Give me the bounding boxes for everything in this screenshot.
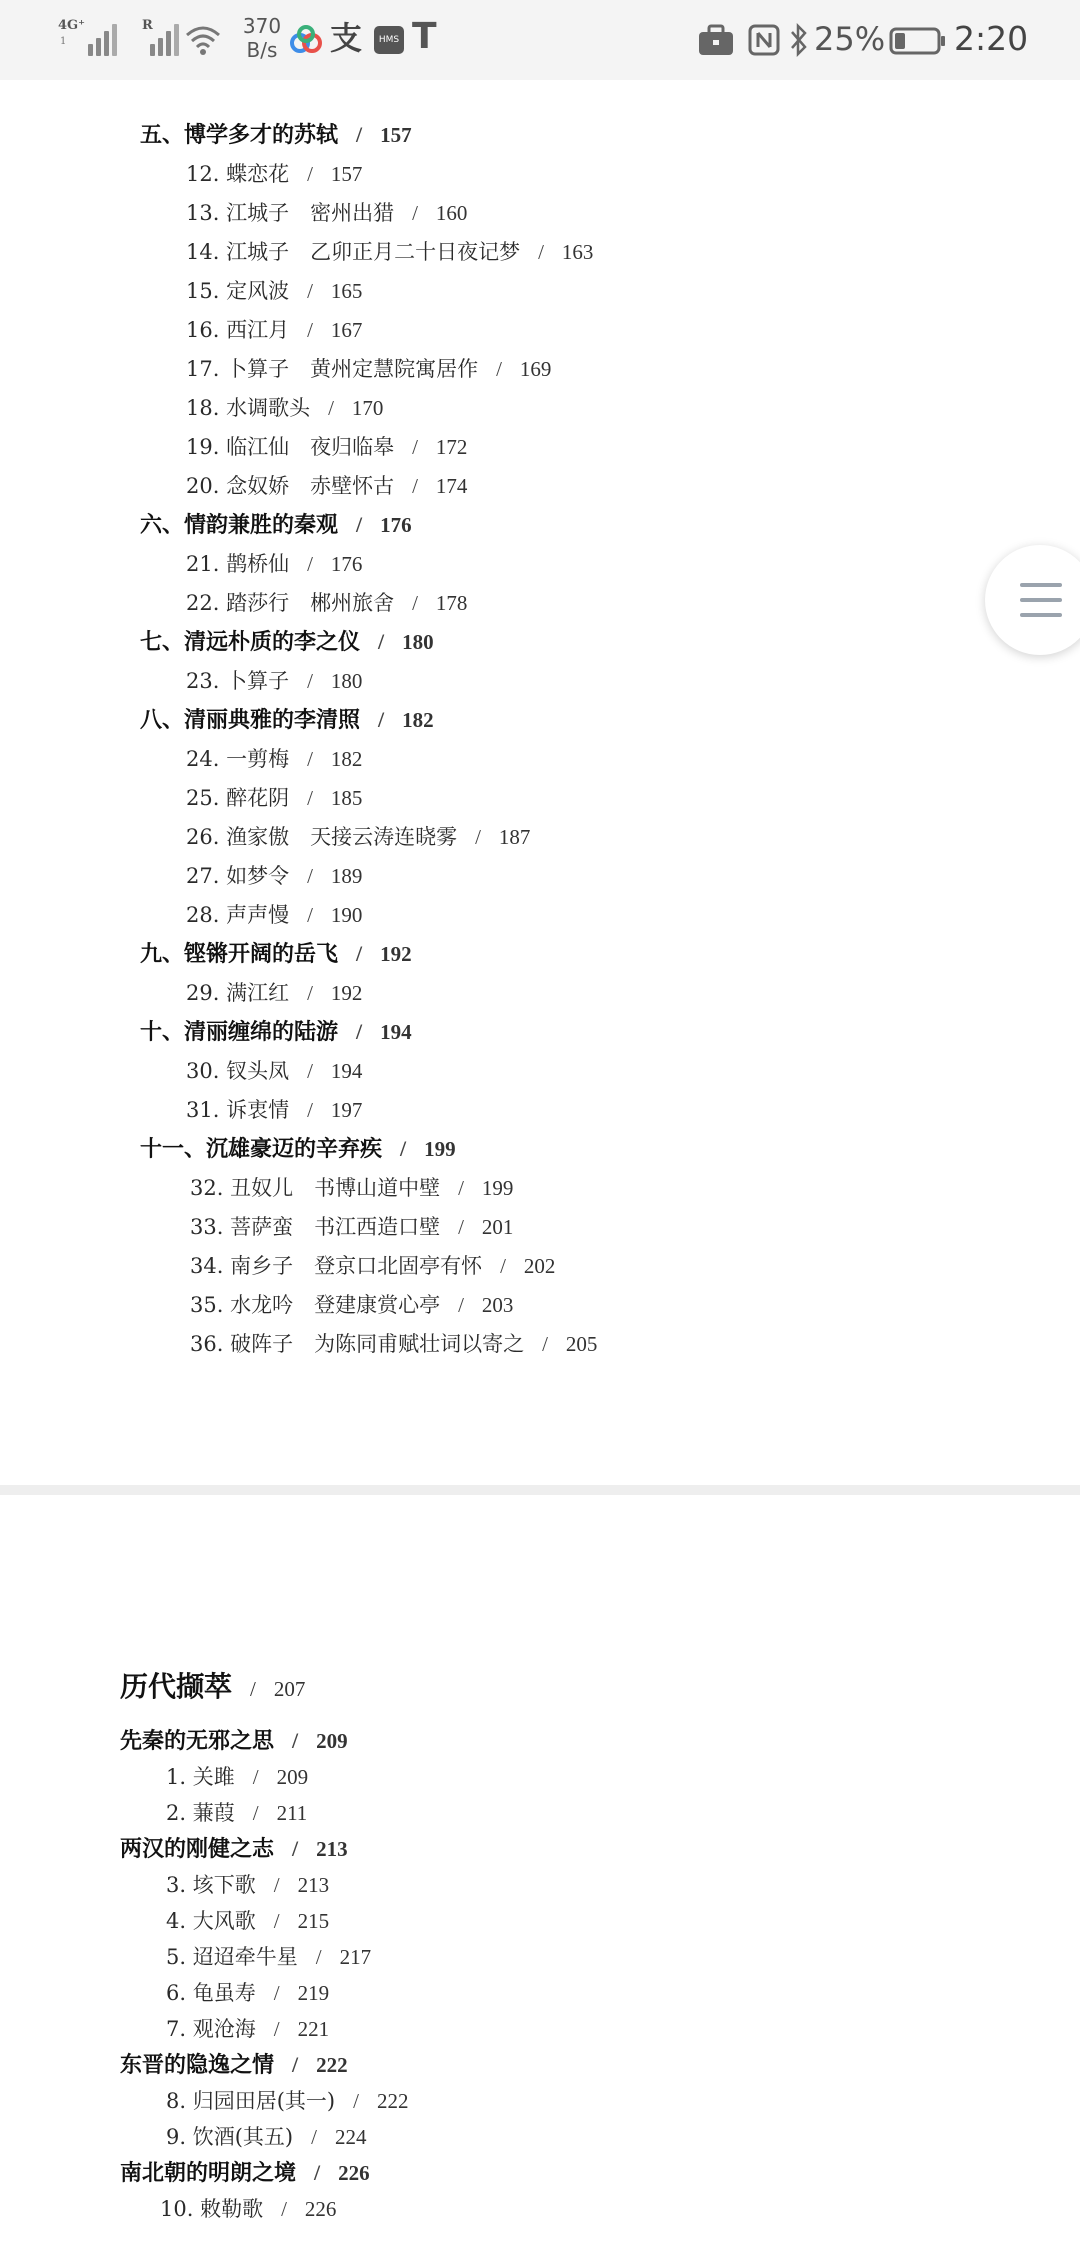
slash-separator: / [292,1836,299,1861]
slash-separator: / [412,201,418,225]
slash-separator: / [307,552,313,576]
alipay-icon: 支 [330,19,363,57]
slash-separator: / [273,1909,280,1933]
toc-section-heading[interactable] [120,1726,348,1757]
page-number: 219 [297,1981,330,2005]
toc-entry[interactable] [186,159,362,189]
page-number: 169 [519,357,552,381]
toc-entry-title: 24. 一剪梅 [186,747,290,771]
signal-icon: R [142,20,202,56]
slash-separator: / [356,1019,363,1044]
slash-separator: / [496,357,502,381]
hms-icon [374,26,404,54]
page-number: 197 [330,1098,363,1122]
toc-entry-title: 25. 醉花阴 [186,786,290,810]
toc-entry-title: 九、铿锵开阔的岳飞 [140,942,339,967]
toc-entry-title: 20. 念奴娇 赤壁怀古 [186,474,395,498]
part-title[interactable] [120,1665,305,1705]
toc-entry-title: 五、博学多才的苏轼 [140,123,339,148]
toc-entry[interactable] [166,1762,308,1792]
toc-section-heading[interactable] [140,939,412,970]
toc-entry-title: 36. 破阵子 为陈同甫赋壮词以寄之 [190,1332,525,1356]
toc-entry[interactable] [186,276,362,306]
slash-separator: / [400,1136,407,1161]
slash-separator: / [307,786,313,810]
toc-entry-title: 3. 垓下歌 [166,1873,256,1897]
toc-entry[interactable] [186,783,362,813]
toc-entry[interactable] [166,2014,329,2044]
slash-separator: / [314,2160,321,2185]
page-number: 224 [334,2125,367,2149]
speed-value: 370 [242,14,282,38]
page-number: 163 [561,240,594,264]
toc-section-heading[interactable] [140,1134,456,1165]
slash-separator: / [356,512,363,537]
toc-entry[interactable] [186,315,362,345]
toc-entry[interactable] [186,354,551,384]
page-number: 165 [330,279,363,303]
slash-separator: / [412,591,418,615]
slash-separator: / [307,903,313,927]
toc-entry-title: 1. 关雎 [166,1765,235,1789]
page-number: 222 [376,2089,409,2113]
page-number: 215 [297,1909,330,1933]
slash-separator: / [307,1098,313,1122]
page-number: 211 [276,1801,308,1825]
baidu-cloud-icon [288,24,324,56]
toc-section-heading[interactable] [140,1017,412,1048]
toc-entry-title: 12. 蝶恋花 [186,162,290,186]
toc-entry-title: 先秦的无邪之思 [120,1729,275,1754]
slash-separator: / [281,2197,287,2221]
toc-entry-title: 17. 卜算子 黄州定慧院寓居作 [186,357,479,381]
toc-entry[interactable] [186,432,467,462]
page-number: 202 [523,1254,556,1278]
slash-separator: / [458,1215,464,1239]
slash-separator: / [311,2125,317,2149]
page-number: 167 [330,318,363,342]
toc-entry-title: 13. 江城子 密州出猎 [186,201,395,225]
page-divider [0,1485,1080,1495]
slash-separator: / [273,2017,280,2041]
page-number: 209 [276,1765,309,1789]
slash-separator: / [356,122,363,147]
toc-entry[interactable] [166,1942,371,1972]
page-number: 190 [330,903,363,927]
page-number: 157 [330,162,363,186]
slash-separator: / [500,1254,506,1278]
toc-entry[interactable] [186,822,530,852]
toc-entry-title: 34. 南乡子 登京口北固亭有怀 [190,1254,483,1278]
slash-separator: / [307,1059,313,1083]
toc-entry[interactable] [186,978,362,1008]
page-number: 226 [304,2197,337,2221]
clock: 2:20 [954,19,1029,58]
toc-entry[interactable] [166,2122,366,2152]
page-number: 203 [481,1293,514,1317]
toc-entry[interactable] [186,744,362,774]
page-number: 180 [402,630,434,654]
wifi-icon [182,20,224,60]
toc-entry[interactable] [186,588,467,618]
page-number: 185 [330,786,363,810]
toc-entry-title: 16. 西江月 [186,318,290,342]
toc-entry-title: 八、清丽典雅的李清照 [140,708,361,733]
page-number: 213 [297,1873,330,1897]
toc-entry-title: 35. 水龙吟 登建康赏心亭 [190,1293,441,1317]
page-number: 226 [338,2161,370,2185]
menu-icon-bar [1020,613,1062,617]
toc-entry[interactable] [190,1212,513,1242]
slash-separator: / [307,747,313,771]
slash-separator: / [378,629,385,654]
toc-entry-title: 19. 临江仙 夜归临皋 [186,435,395,459]
toc-entry-title: 7. 观沧海 [166,2017,256,2041]
page-number: 194 [380,1020,412,1044]
toc-entry-title: 28. 声声慢 [186,903,290,927]
toc-entry-title: 6. 龟虽寿 [166,1981,256,2005]
slash-separator: / [292,2052,299,2077]
slash-separator: / [307,864,313,888]
toc-entry-title: 27. 如梦令 [186,864,290,888]
slash-separator: / [412,435,418,459]
battery-icon [888,26,948,56]
toc-entry[interactable] [186,861,362,891]
network-speed [236,14,288,62]
toc-entry-title: 2. 蒹葭 [166,1801,235,1825]
part-title-text: 历代撷萃 [120,1670,233,1703]
toc-entry-title: 东晋的隐逸之情 [120,2053,275,2078]
slash-separator: / [307,162,313,186]
page-number: 182 [402,708,434,732]
toc-entry-title: 23. 卜算子 [186,669,290,693]
slash-separator: / [292,1728,299,1753]
toc-entry-title: 21. 鹊桥仙 [186,552,290,576]
toc-entry[interactable] [186,471,467,501]
page-number: 187 [498,825,531,849]
toc-entry-title: 8. 归园田居(其一) [166,2089,336,2113]
toc-entry-title: 六、情韵兼胜的秦观 [140,513,339,538]
toc-entry-title: 七、清远朴质的李之仪 [140,630,361,655]
slash-separator: / [538,240,544,264]
page-number: 201 [481,1215,514,1239]
toc-entry[interactable] [190,1251,555,1281]
toc-entry[interactable] [190,1329,597,1359]
page-number: 180 [330,669,363,693]
toc-entry-title: 南北朝的明朗之境 [120,2161,297,2186]
slash-separator: / [378,707,385,732]
toc-entry[interactable] [186,900,362,930]
page-number: 209 [316,1729,348,1753]
speed-unit: B/s [246,38,278,62]
page-number: 176 [330,552,363,576]
t-app-icon: T [412,16,437,57]
toc-entry-title: 14. 江城子 乙卯正月二十日夜记梦 [186,240,521,264]
page-number: 189 [330,864,363,888]
toc-entry-title: 4. 大风歌 [166,1909,256,1933]
toc-entry[interactable] [190,1290,513,1320]
page-number: 192 [330,981,363,1005]
toc-section-heading[interactable] [140,705,434,736]
page-number: 194 [330,1059,363,1083]
toc-entry[interactable] [166,1798,307,1828]
slash-separator: / [307,669,313,693]
slash-separator: / [353,2089,359,2113]
toc-entry[interactable] [190,1173,513,1203]
toc-entry[interactable] [186,237,593,267]
slash-separator: / [412,474,418,498]
page-number: 222 [316,2053,348,2077]
document-page[interactable] [0,1495,1080,2244]
toc-entry[interactable] [186,666,362,696]
slash-separator: / [273,1873,280,1897]
toc-entry[interactable] [160,2194,336,2224]
toc-entry-title: 33. 菩萨蛮 书江西造口壁 [190,1215,441,1239]
slash-separator: / [475,825,481,849]
slash-separator: / [542,1332,548,1356]
page-number: 182 [330,747,363,771]
toc-entry-title: 32. 丑奴儿 书博山道中壁 [190,1176,441,1200]
slash-separator: / [252,1801,259,1825]
signal-icon: 4G⁺ 1 [58,20,118,56]
toc-entry[interactable] [186,1056,362,1086]
toc-entry[interactable] [166,1978,329,2008]
toc-entry-title: 18. 水调歌头 [186,396,311,420]
slash-separator: / [307,981,313,1005]
toc-entry-title: 9. 饮酒(其五) [166,2125,294,2149]
hms-label: HMS [378,35,400,45]
toc-section-heading[interactable] [120,2050,348,2081]
toc-entry-title: 31. 诉衷情 [186,1098,290,1122]
page-number: 172 [435,435,468,459]
toc-entry[interactable] [186,1095,362,1125]
slash-separator: / [328,396,334,420]
page-number: 170 [351,396,384,420]
toc-section-heading[interactable] [140,627,434,658]
toc-entry-title: 26. 渔家傲 天接云涛连晓雾 [186,825,458,849]
page-number: 205 [565,1332,598,1356]
nfc-icon [746,22,782,58]
toc-entry-title: 10. 敕勒歌 [160,2197,264,2221]
page-number: 217 [339,1945,372,1969]
toc-entry[interactable] [186,393,383,423]
toc-section-heading[interactable] [140,120,412,151]
toc-entry[interactable] [166,1906,329,1936]
toc-entry-title: 5. 迢迢牵牛星 [166,1945,298,1969]
slash-separator: / [273,1981,280,2005]
toc-entry-title: 15. 定风波 [186,279,290,303]
page-number: 207 [273,1677,306,1701]
page-number: 213 [316,1837,348,1861]
page-number: 157 [380,123,412,147]
status-bar [0,0,1080,80]
toc-section-heading[interactable] [120,1834,348,1865]
page-number: 221 [297,2017,330,2041]
toc-entry-title: 十、清丽缠绵的陆游 [140,1020,339,1045]
toc-entry-title: 两汉的刚健之志 [120,1837,275,1862]
page-number: 178 [435,591,468,615]
toc-entry[interactable] [166,1870,329,1900]
toc-entry[interactable] [186,198,467,228]
page-number: 192 [380,942,412,966]
toc-entry-title: 十一、沉雄豪迈的辛弃疾 [140,1137,383,1162]
slash-separator: / [315,1945,322,1969]
slash-separator: / [458,1176,464,1200]
menu-icon [1020,583,1062,587]
toc-entry-title: 29. 满江红 [186,981,290,1005]
toc-section-heading[interactable] [120,2158,370,2189]
slash-separator: / [307,279,313,303]
page-number: 174 [435,474,468,498]
slash-separator: / [250,1677,256,1701]
page-number: 199 [481,1176,514,1200]
page-number: 160 [435,201,468,225]
menu-icon-bar [1020,598,1062,602]
page-number: 176 [380,513,412,537]
slash-separator: / [356,941,363,966]
page-number: 199 [424,1137,456,1161]
document-page[interactable] [0,80,1080,1485]
slash-separator: / [252,1765,259,1789]
slash-separator: / [458,1293,464,1317]
toc-entry[interactable] [166,2086,408,2116]
battery-percent: 25% [814,20,886,58]
bluetooth-icon [788,22,810,58]
toc-section-heading[interactable] [140,510,412,541]
toc-entry-title: 22. 踏莎行 郴州旅舍 [186,591,395,615]
toc-entry[interactable] [186,549,362,579]
briefcase-icon [696,22,736,58]
slash-separator: / [307,318,313,342]
toc-entry-title: 30. 钗头凤 [186,1059,290,1083]
